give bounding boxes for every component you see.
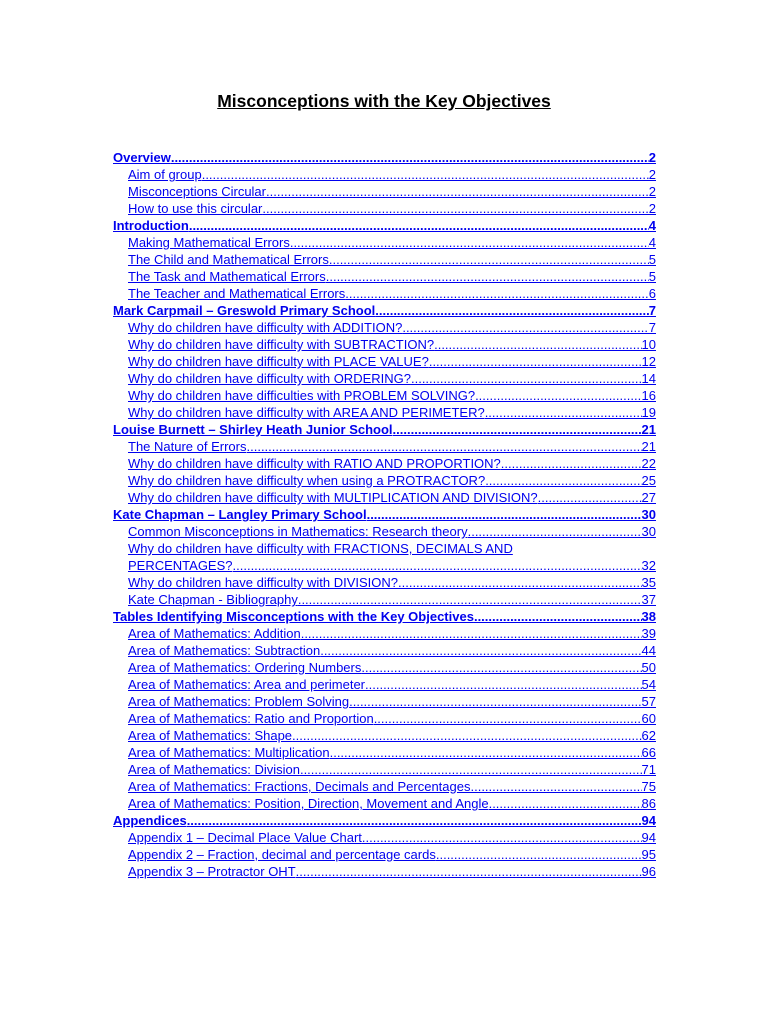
- toc-subsection-link[interactable]: [113, 710, 656, 727]
- toc-entry-title: Appendix 1 – Decimal Place Value Chart: [128, 830, 362, 845]
- toc-subsection-link[interactable]: [113, 846, 656, 863]
- toc-entry-title: Area of Mathematics: Division: [128, 762, 300, 777]
- toc-subsection-link[interactable]: [113, 404, 656, 421]
- toc-dot-leader: [501, 455, 642, 472]
- toc-subsection-link[interactable]: [113, 353, 656, 370]
- toc-entry-title: Area of Mathematics: Area and perimeter: [128, 677, 366, 692]
- toc-subsection-link[interactable]: [113, 319, 656, 336]
- toc-page-number: 10: [641, 337, 656, 352]
- toc-entry-title: Area of Mathematics: Ratio and Proportion: [128, 711, 374, 726]
- toc-section-link[interactable]: [113, 812, 656, 829]
- toc-dot-leader: [411, 370, 642, 387]
- toc-entry-title: Area of Mathematics: Fractions, Decimals and Percentages: [128, 779, 471, 794]
- toc-page-number: 32: [641, 558, 656, 573]
- toc-subsection-link[interactable]: [113, 676, 656, 693]
- toc-page-number: 22: [641, 456, 656, 471]
- toc-page-number: 57: [641, 694, 656, 709]
- toc-subsection-link[interactable]: [113, 166, 656, 183]
- toc-subsection-link[interactable]: [113, 268, 656, 285]
- toc-subsection-link[interactable]: [113, 489, 656, 506]
- toc-page-number: 95: [641, 847, 656, 862]
- toc-page-number: 35: [641, 575, 656, 590]
- toc-subsection-link[interactable]: [113, 200, 656, 217]
- toc-dot-leader: [475, 387, 641, 404]
- toc-dot-leader: [262, 200, 648, 217]
- toc-page-number: 86: [641, 796, 656, 811]
- toc-page-number: 50: [641, 660, 656, 675]
- toc-dot-leader: [187, 812, 642, 829]
- toc-dot-leader: [296, 863, 642, 880]
- toc-dot-leader: [349, 693, 641, 710]
- toc-page-number: 37: [641, 592, 656, 607]
- toc-subsection-link[interactable]: [113, 540, 656, 574]
- toc-page-number: 4: [648, 218, 656, 233]
- toc-entry-title: Tables Identifying Misconceptions with the Key Objectives: [113, 609, 474, 624]
- toc-entry-title: Area of Mathematics: Subtraction: [128, 643, 321, 658]
- toc-subsection-link[interactable]: [113, 387, 656, 404]
- toc-entry-title: Appendix 3 – Protractor OHT: [128, 864, 296, 879]
- toc-dot-leader: [329, 251, 649, 268]
- toc-dot-leader: [202, 166, 649, 183]
- toc-subsection-link[interactable]: [113, 183, 656, 200]
- toc-section-link[interactable]: [113, 302, 656, 319]
- toc-page-number: 14: [641, 371, 656, 386]
- toc-page-number: 4: [648, 235, 656, 250]
- toc-dot-leader: [485, 472, 641, 489]
- toc-subsection-link[interactable]: [113, 744, 656, 761]
- toc-page-number: 21: [641, 422, 656, 437]
- toc-page-number: 38: [641, 609, 656, 624]
- toc-page-number: 19: [641, 405, 656, 420]
- toc-subsection-link[interactable]: [113, 438, 656, 455]
- toc-subsection-link[interactable]: [113, 659, 656, 676]
- toc-entry-title: Overview: [113, 150, 171, 165]
- toc-entry-title: Area of Mathematics: Shape: [128, 728, 293, 743]
- toc-dot-leader: [362, 829, 642, 846]
- toc-dot-leader: [470, 778, 641, 795]
- toc-dot-leader: [436, 846, 642, 863]
- toc-dot-leader: [292, 727, 642, 744]
- toc-subsection-link[interactable]: [113, 251, 656, 268]
- toc-dot-leader: [375, 302, 649, 319]
- toc-page-number: 96: [641, 864, 656, 879]
- toc-dot-leader: [361, 659, 641, 676]
- document-title: Misconceptions with the Key Objectives: [217, 91, 551, 111]
- toc-page-number: 39: [641, 626, 656, 641]
- toc-dot-leader: [365, 676, 642, 693]
- toc-page-number: 60: [641, 711, 656, 726]
- toc-dot-leader: [298, 591, 642, 608]
- toc-subsection-link[interactable]: [113, 795, 656, 812]
- toc-dot-leader: [330, 744, 642, 761]
- toc-page-number: 27: [641, 490, 656, 505]
- toc-page-number: 54: [641, 677, 656, 692]
- toc-entry-title: Misconceptions Circular: [128, 184, 266, 199]
- toc-subsection-link[interactable]: [113, 591, 656, 608]
- toc-entry-title: Kate Chapman – Langley Primary School: [113, 507, 367, 522]
- toc-entry-title: The Task and Mathematical Errors: [128, 269, 326, 284]
- toc-page-number: 12: [641, 354, 656, 369]
- toc-page-number: 30: [641, 524, 656, 539]
- toc-subsection-link[interactable]: [113, 829, 656, 846]
- toc-section-link[interactable]: [113, 421, 656, 438]
- toc-subsection-link[interactable]: [113, 523, 656, 540]
- toc-subsection-link[interactable]: [113, 761, 656, 778]
- toc-page-number: 75: [641, 779, 656, 794]
- toc-entry-title: Area of Mathematics: Addition: [128, 626, 301, 641]
- toc-dot-leader: [468, 523, 642, 540]
- toc-entry-title: Area of Mathematics: Ordering Numbers: [128, 660, 362, 675]
- toc-entry-title: Introduction: [113, 218, 189, 233]
- toc-dot-leader: [345, 285, 649, 302]
- toc-page-number: 7: [648, 320, 656, 335]
- toc-subsection-link[interactable]: [113, 455, 656, 472]
- toc-entry-title: Making Mathematical Errors: [128, 235, 290, 250]
- toc-page-number: 71: [641, 762, 656, 777]
- toc-entry-title: How to use this circular: [128, 201, 263, 216]
- toc-subsection-link[interactable]: [113, 336, 656, 353]
- toc-page-number: 21: [641, 439, 656, 454]
- toc-entry-title: Appendices: [113, 813, 187, 828]
- toc-subsection-link[interactable]: [113, 472, 656, 489]
- toc-subsection-link[interactable]: [113, 693, 656, 710]
- toc-dot-leader: [538, 489, 642, 506]
- toc-page-number: 30: [641, 507, 656, 522]
- toc-subsection-link[interactable]: [113, 642, 656, 659]
- toc-entry-title: Why do children have difficulty with ADDITION?: [128, 320, 403, 335]
- toc-entry-title: Why do children have difficulty with FRACTIONS, DECIMALS AND: [128, 541, 513, 556]
- toc-dot-leader: [485, 404, 642, 421]
- toc-dot-leader: [189, 217, 649, 234]
- toc-entry-title: Why do children have difficulty with SUBTRACTION?: [128, 337, 435, 352]
- toc-page-number: 5: [648, 252, 656, 267]
- toc-entry-title: Area of Mathematics: Multiplication: [128, 745, 330, 760]
- toc-entry-title: The Child and Mathematical Errors: [128, 252, 329, 267]
- toc-entry-title: Aim of group: [128, 167, 202, 182]
- table-of-contents: [113, 149, 656, 880]
- toc-page-number: 16: [641, 388, 656, 403]
- toc-page-number: 66: [641, 745, 656, 760]
- toc-entry-title: Area of Mathematics: Problem Solving: [128, 694, 350, 709]
- toc-entry-title: Why do children have difficulty with RATIO AND PROPORTION?: [128, 456, 501, 471]
- toc-dot-leader: [266, 183, 649, 200]
- toc-dot-leader: [434, 336, 641, 353]
- toc-page-number: 6: [648, 286, 656, 301]
- toc-dot-leader: [247, 438, 642, 455]
- toc-page-number: 2: [648, 150, 656, 165]
- toc-entry-title: Why do children have difficulty with DIVISION?: [128, 575, 398, 590]
- toc-page-number: 94: [641, 813, 656, 828]
- toc-dot-leader: [393, 421, 642, 438]
- toc-section-link[interactable]: [113, 149, 656, 166]
- toc-page-number: 44: [641, 643, 656, 658]
- toc-dot-leader: [290, 234, 649, 251]
- toc-dot-leader: [402, 319, 648, 336]
- toc-subsection-link[interactable]: [113, 778, 656, 795]
- toc-page-number: 25: [641, 473, 656, 488]
- toc-subsection-link[interactable]: [113, 625, 656, 642]
- toc-dot-leader: [233, 557, 642, 574]
- toc-entry-title: Why do children have difficulties with PROBLEM SOLVING?: [128, 388, 476, 403]
- toc-subsection-link[interactable]: [113, 863, 656, 880]
- toc-entry-title: Why do children have difficulty with PLACE VALUE?: [128, 354, 429, 369]
- toc-dot-leader: [320, 642, 641, 659]
- toc-page-number: 2: [648, 201, 656, 216]
- toc-dot-leader: [300, 761, 642, 778]
- toc-entry-title: Common Misconceptions in Mathematics: Research theory: [128, 524, 468, 539]
- toc-dot-leader: [398, 574, 642, 591]
- toc-entry-title: The Teacher and Mathematical Errors: [128, 286, 346, 301]
- toc-page-number: 7: [648, 303, 656, 318]
- toc-section-link[interactable]: [113, 608, 656, 625]
- toc-entry-title-continued: PERCENTAGES?: [128, 558, 233, 573]
- toc-page-number: 5: [648, 269, 656, 284]
- toc-entry-title: Why do children have difficulty with MULTIPLICATION AND DIVISION?: [128, 490, 538, 505]
- toc-entry-title: Why do children have difficulty with AREA AND PERIMETER?: [128, 405, 485, 420]
- toc-entry-title: Kate Chapman - Bibliography: [128, 592, 298, 607]
- toc-page-number: 2: [648, 184, 656, 199]
- toc-subsection-link[interactable]: [113, 727, 656, 744]
- toc-page-number: 94: [641, 830, 656, 845]
- toc-entry-title: Area of Mathematics: Position, Direction, Movement and Angle: [128, 796, 489, 811]
- toc-dot-leader: [171, 149, 649, 166]
- toc-section-link[interactable]: [113, 506, 656, 523]
- toc-dot-leader: [489, 795, 642, 812]
- toc-dot-leader: [429, 353, 642, 370]
- toc-entry-title: Mark Carpmail – Greswold Primary School: [113, 303, 376, 318]
- toc-dot-leader: [367, 506, 642, 523]
- toc-entry-title: Why do children have difficulty when using a PROTRACTOR?: [128, 473, 486, 488]
- toc-dot-leader: [474, 608, 642, 625]
- toc-section-link[interactable]: [113, 217, 656, 234]
- toc-entry-title: Appendix 2 – Fraction, decimal and percentage cards: [128, 847, 436, 862]
- toc-dot-leader: [374, 710, 642, 727]
- toc-dot-leader: [326, 268, 649, 285]
- toc-subsection-link[interactable]: [113, 370, 656, 387]
- toc-subsection-link[interactable]: [113, 234, 656, 251]
- toc-page-number: 62: [641, 728, 656, 743]
- toc-subsection-link[interactable]: [113, 574, 656, 591]
- toc-entry-title: The Nature of Errors: [128, 439, 247, 454]
- toc-entry-title: Why do children have difficulty with ORDERING?: [128, 371, 411, 386]
- toc-entry-title: Louise Burnett – Shirley Heath Junior School: [113, 422, 393, 437]
- toc-page-number: 2: [648, 167, 656, 182]
- toc-dot-leader: [301, 625, 642, 642]
- toc-subsection-link[interactable]: [113, 285, 656, 302]
